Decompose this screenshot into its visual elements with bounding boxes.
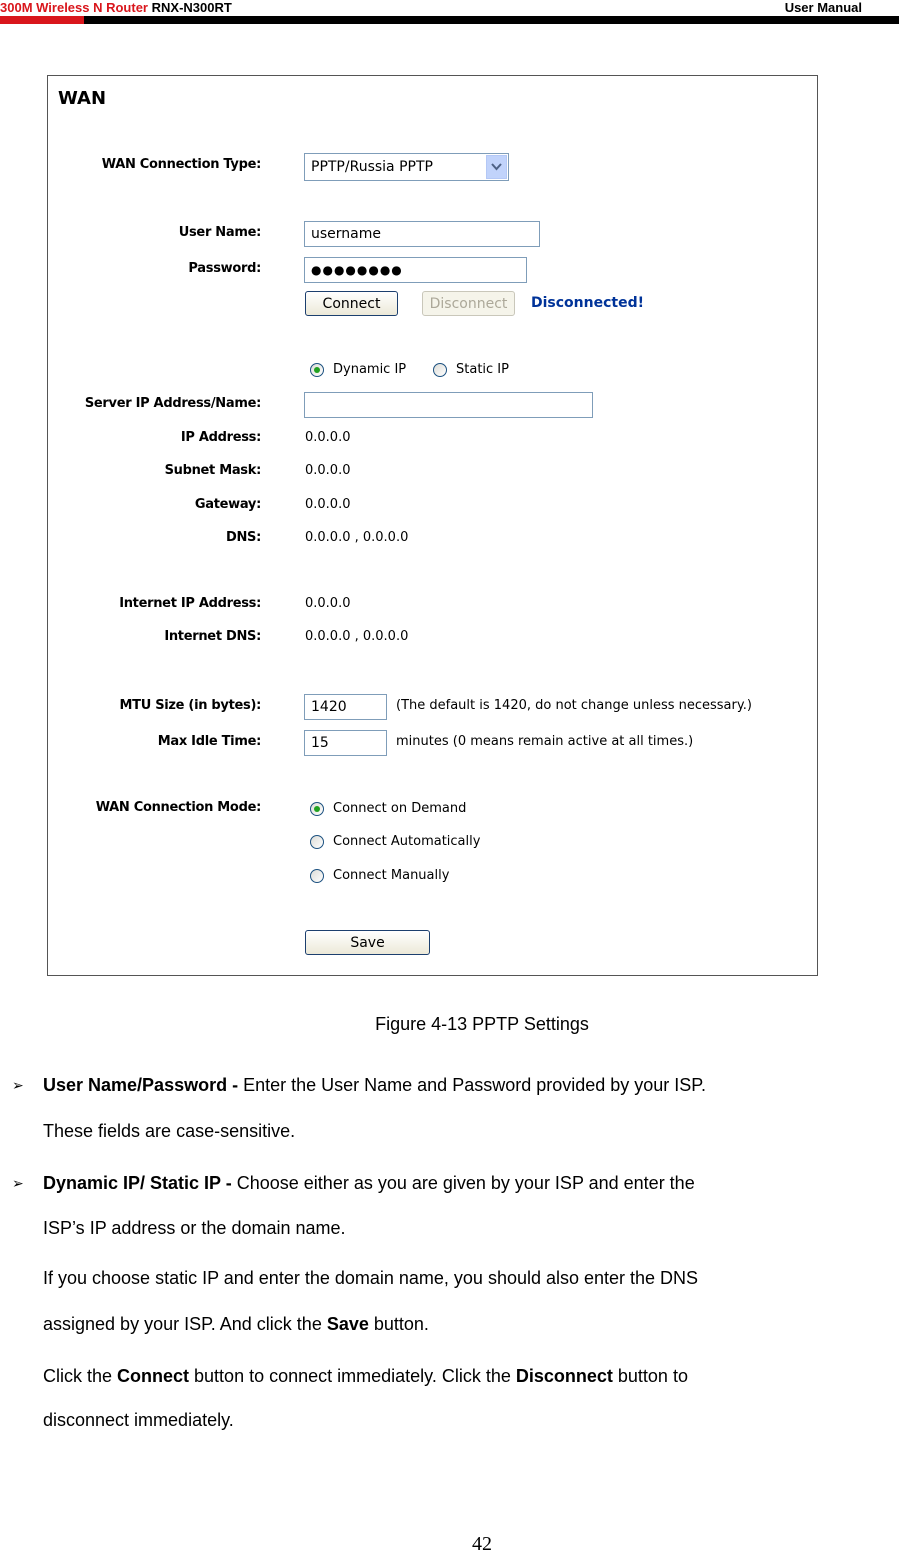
gateway-value: 0.0.0.0 <box>305 497 351 512</box>
term-username-password: User Name/Password - <box>43 1075 239 1095</box>
paragraph-connect-line2: disconnect immediately. <box>43 1410 234 1430</box>
header-product <box>0 0 232 15</box>
bullet-arrow-icon: ➢ <box>12 1077 24 1093</box>
mtu-label: MTU Size (in bytes): <box>119 698 261 713</box>
paragraph-dynamic-static <box>43 1171 695 1195</box>
term-save: Save <box>326 1314 369 1334</box>
mtu-input[interactable]: 1420 <box>304 694 387 720</box>
paragraph-username-password <box>43 1073 706 1097</box>
subnet-mask-label: Subnet Mask: <box>164 463 261 478</box>
text-span: button to <box>612 1366 688 1386</box>
username-input[interactable]: username <box>304 221 540 247</box>
text-span: button to connect immediately. Click the <box>189 1366 516 1386</box>
connection-type-label: WAN Connection Type: <box>101 157 261 172</box>
paragraph-static-dns: If you choose static IP and enter the domain name, you should also enter the DNS <box>43 1268 699 1288</box>
connect-on-demand-radio[interactable] <box>310 802 324 816</box>
header-product-name: 300M Wireless N Router <box>0 0 148 15</box>
internet-ip-label: Internet IP Address: <box>119 596 261 611</box>
static-ip-radio[interactable] <box>433 363 447 377</box>
internet-dns-label: Internet DNS: <box>164 629 261 644</box>
subnet-mask-value: 0.0.0.0 <box>305 463 351 478</box>
paragraph-dynamic-static-line2: ISP’s IP address or the domain name. <box>43 1218 346 1238</box>
max-idle-label: Max Idle Time: <box>157 734 261 749</box>
connection-status: Disconnected! <box>531 295 644 311</box>
dynamic-ip-radio[interactable] <box>310 363 324 377</box>
connection-type-value: PPTP/Russia PPTP <box>311 159 433 175</box>
paragraph-connect <box>43 1364 688 1388</box>
wan-settings-panel <box>47 75 818 976</box>
server-label: Server IP Address/Name: <box>84 396 261 411</box>
internet-ip-value: 0.0.0.0 <box>305 596 351 611</box>
max-idle-input[interactable]: 15 <box>304 730 387 756</box>
static-ip-label: Static IP <box>456 362 509 377</box>
term-dynamic-static: Dynamic IP/ Static IP - <box>43 1173 232 1193</box>
password-input[interactable]: ●●●●●●●● <box>304 257 527 283</box>
paragraph-username-password-line2: These fields are case-sensitive. <box>43 1121 296 1141</box>
text-span: button. <box>368 1314 429 1334</box>
mtu-note: (The default is 1420, do not change unless necessary.) <box>396 698 752 713</box>
max-idle-note: minutes (0 means remain active at all times.) <box>396 734 694 749</box>
header-manual-title: User Manual <box>784 0 862 15</box>
header-bar-accent <box>0 16 84 24</box>
page-header <box>0 0 899 24</box>
figure-caption: Figure 4-13 PPTP Settings <box>375 1014 589 1034</box>
connect-automatically-radio[interactable] <box>310 835 324 849</box>
gateway-label: Gateway: <box>194 497 261 512</box>
internet-dns-value: 0.0.0.0 , 0.0.0.0 <box>305 629 409 644</box>
header-model: RNX-N300RT <box>151 0 232 15</box>
dns-value: 0.0.0.0 , 0.0.0.0 <box>305 530 409 545</box>
header-bar <box>84 16 899 24</box>
desc-dynamic-static: Choose either as you are given by your ISP and enter the <box>231 1173 695 1193</box>
desc-username-password: Enter the User Name and Password provided by your ISP. <box>238 1075 706 1095</box>
connect-automatically-label: Connect Automatically <box>333 834 481 849</box>
save-button[interactable]: Save <box>305 930 430 955</box>
bullet-arrow-icon: ➢ <box>12 1175 24 1191</box>
page-number: 42 <box>472 1533 492 1553</box>
ip-address-label: IP Address: <box>180 430 261 445</box>
ip-address-value: 0.0.0.0 <box>305 430 351 445</box>
text-span: assigned by your ISP. And click the <box>43 1314 327 1334</box>
chevron-down-icon[interactable] <box>486 155 507 179</box>
disconnect-button[interactable]: Disconnect <box>422 291 515 316</box>
connection-type-select[interactable] <box>304 153 509 181</box>
term-connect: Connect <box>117 1366 190 1386</box>
username-label: User Name: <box>178 225 261 240</box>
connection-mode-label: WAN Connection Mode: <box>95 800 261 815</box>
dynamic-ip-label: Dynamic IP <box>333 362 407 377</box>
paragraph-static-dns-line2 <box>43 1312 429 1336</box>
password-label: Password: <box>188 261 261 276</box>
server-input[interactable] <box>304 392 593 418</box>
connect-button[interactable]: Connect <box>305 291 398 316</box>
connect-on-demand-label: Connect on Demand <box>333 801 467 816</box>
dns-label: DNS: <box>225 530 261 545</box>
panel-title: WAN <box>58 88 107 109</box>
connect-manually-label: Connect Manually <box>333 868 450 883</box>
text-span: Click the <box>43 1366 118 1386</box>
term-disconnect: Disconnect <box>515 1366 613 1386</box>
connect-manually-radio[interactable] <box>310 869 324 883</box>
